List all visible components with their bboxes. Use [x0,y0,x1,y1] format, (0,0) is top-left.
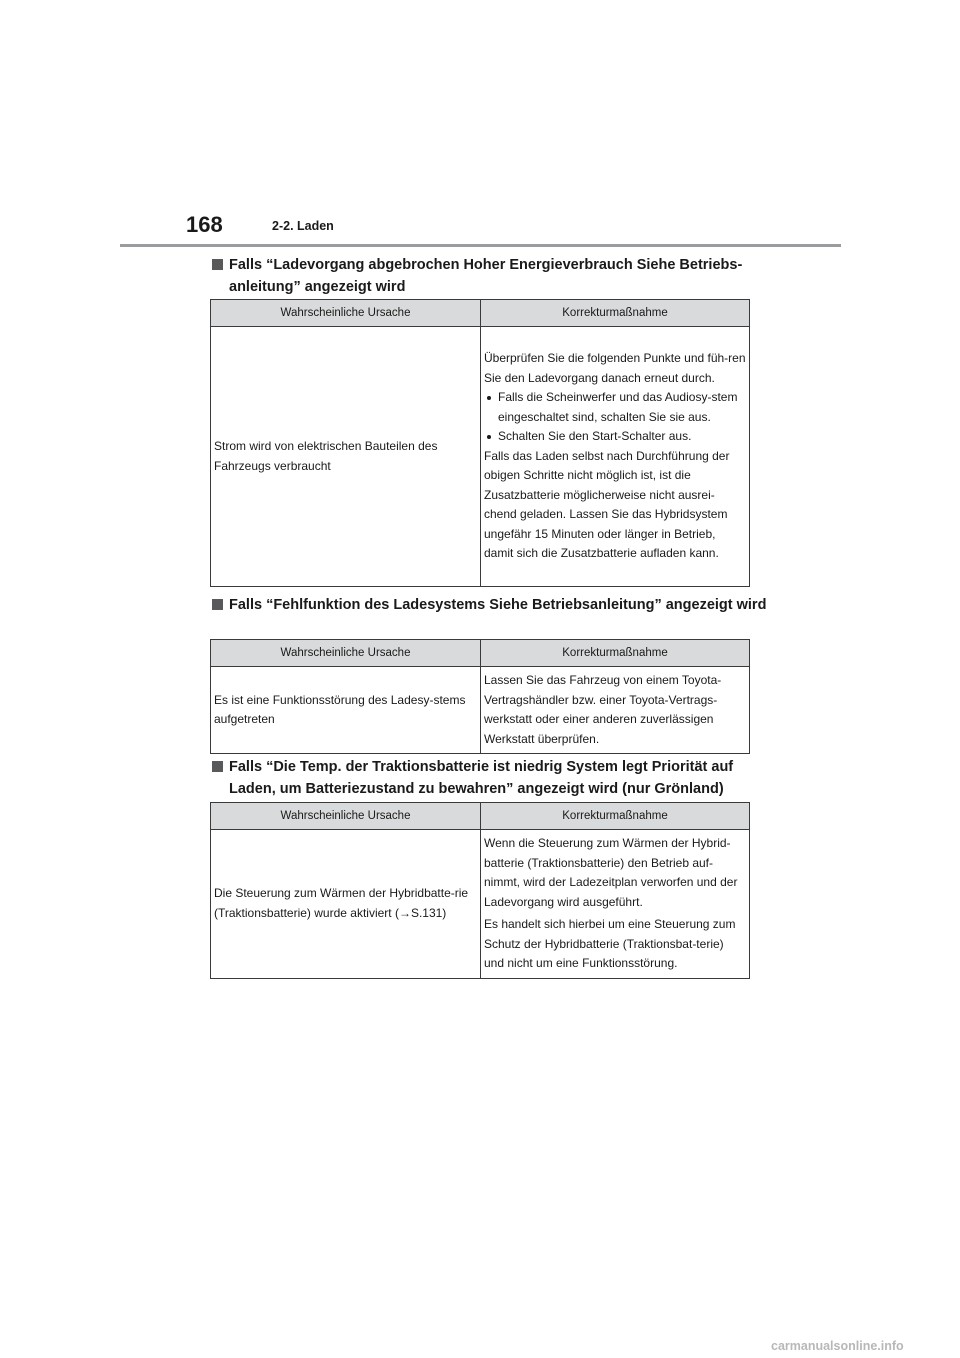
section-heading-charging-aborted [212,254,772,298]
header-divider [120,244,841,247]
table-header-row [211,640,750,667]
cause-cell: Es ist eine Funktionsstörung des Ladesy-stems aufgetreten [211,667,481,754]
table-charging-aborted [210,299,750,587]
cause-cell: Strom wird von elektrischen Bauteilen des Fahrzeugs verbraucht [211,327,481,587]
fix-intro: Überprüfen Sie die folgenden Punkte und füh-ren Sie den Ladevorgang danach erneut durch. [484,351,746,385]
fix-outro: Falls das Laden selbst nach Durchführung der obigen Schritte nicht möglich ist, ist die Zusatzbatterie möglicherweise nicht ausrei-chend geladen. Lassen Sie das Hybridsystem ungefähr 15 Minuten oder länger in Betrieb, damit sich die Zusatzbatterie aufladen kann. [484,448,730,561]
fix-cell [481,830,750,979]
square-bullet-icon [212,599,223,610]
page-number: 168 [186,212,223,237]
table-header-row [211,300,750,327]
table-header-row [211,803,750,830]
heading-text: Falls “Fehlfunktion des Ladesystems Siehe Betriebsanleitung” angezeigt wird [229,597,767,613]
watermark: carmanualsonline.info [771,1339,904,1353]
table-row [211,667,750,754]
cause-cell: Die Steuerung zum Wärmen der Hybridbatte-rie (Traktionsbatterie) wurde aktiviert (→S.131) [211,830,481,979]
table-charging-malfunction [210,639,750,754]
table-row [211,327,750,587]
fix-paragraph: Wenn die Steuerung zum Wärmen der Hybrid-batterie (Traktionsbatterie) den Betrieb auf-nimmt, wird der Ladezeitplan verworfen und der Ladevorgang wird ausgeführt. [484,836,738,909]
fix-cell [481,327,750,587]
column-header-fix: Korrekturmaßnahme [481,300,750,327]
section-heading-charging-malfunction [212,594,772,616]
table-row [211,830,750,979]
column-header-fix: Korrekturmaßnahme [481,640,750,667]
fix-paragraph: Es handelt sich hierbei um eine Steuerung zum Schutz der Hybridbatterie (Traktionsbat-terie) und nicht um eine Funktionsstörung. [484,917,736,970]
page-header [0,0,960,250]
heading-text: Falls “Die Temp. der Traktionsbatterie ist niedrig System legt Priorität auf Laden, um Batteriezustand zu bewahren” angezeigt wird (nur Grönland) [229,759,734,797]
column-header-cause: Wahrscheinliche Ursache [211,300,481,327]
list-item: Schalten Sie den Start-Schalter aus. [484,427,746,447]
fix-cell: Lassen Sie das Fahrzeug von einem Toyota-Vertragshändler bzw. einer Toyota-Vertrags-werkstatt oder einer anderen zuverlässigen Werkstatt überprüfen. [481,667,750,754]
square-bullet-icon [212,259,223,270]
table-low-battery-temp [210,802,750,979]
column-header-cause: Wahrscheinliche Ursache [211,803,481,830]
list-item: Falls die Scheinwerfer und das Audiosy-stem eingeschaltet sind, schalten Sie sie aus. [484,388,746,427]
fix-bullet-list [484,388,746,447]
section-heading-low-battery-temp [212,756,772,800]
column-header-fix: Korrekturmaßnahme [481,803,750,830]
square-bullet-icon [212,761,223,772]
heading-text: Falls “Ladevorgang abgebrochen Hoher Energieverbrauch Siehe Betriebs-anleitung” angezeigt wird [229,257,743,295]
section-reference: 2-2. Laden [272,219,334,233]
column-header-cause: Wahrscheinliche Ursache [211,640,481,667]
